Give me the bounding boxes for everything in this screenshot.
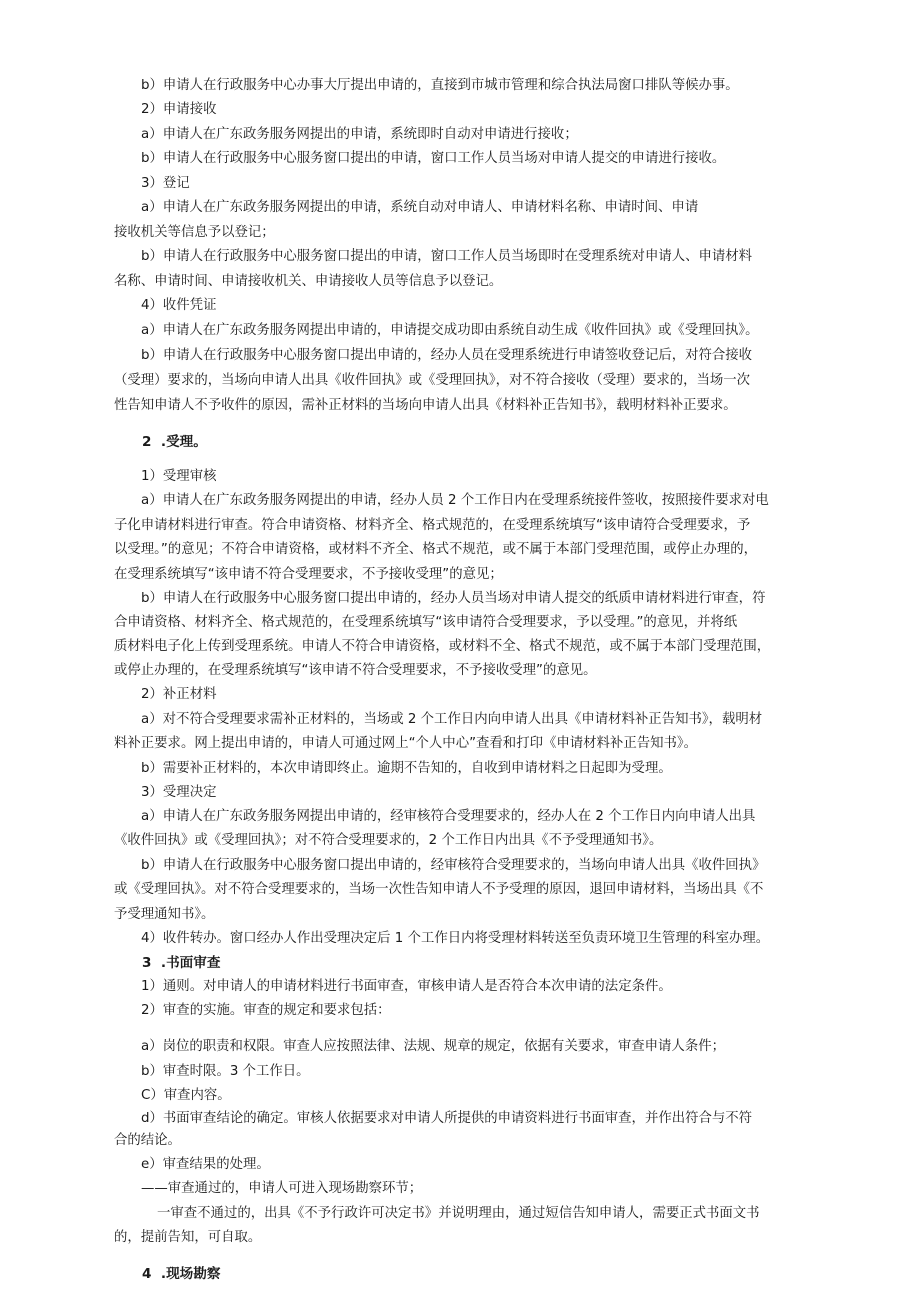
text-line: a）申请人在广东政务服务网提出申请的，申请提交成功即由系统自动生成《收件回执》或《受理回执》。 xyxy=(141,323,759,338)
text-line: d）书面审查结论的确定。审核人依据要求对申请人所提供的申请资料进行书面审查，并作出符合与不符 xyxy=(141,1111,753,1126)
sub-heading: 4）收件凭证 xyxy=(141,298,217,313)
text-line: 料补正要求。网上提出申请的，申请人可通过网上“个人中心”查看和打印《申请材料补正告知书》。 xyxy=(114,736,697,751)
text-line: 子化申请材料进行审查。符合申请资格、材料齐全、格式规范的，在受理系统填写“该申请符合受理要求，予 xyxy=(114,518,751,533)
section-heading: 3 .书面审查 xyxy=(142,955,221,971)
sub-heading: 2）申请接收 xyxy=(141,102,217,117)
text-line: 的，提前告知，可自取。 xyxy=(114,1230,262,1245)
section-heading: 2 .受理。 xyxy=(142,434,207,450)
text-line: a）对不符合受理要求需补正材料的，当场或 2 个工作日内向申请人出具《申请材料补正告知书》，载明材 xyxy=(141,712,763,727)
text-line: 性告知申请人不予收件的原因，需补正材料的当场向申请人出具《材料补正告知书》，载明材料补正要求。 xyxy=(114,398,737,413)
text-line: 《收件回执》或《受理回执》；对不符合受理要求的，2 个工作日内出具《不予受理通知书》。 xyxy=(114,833,663,848)
text-line: 或停止办理的，在受理系统填写“该申请不符合受理要求，不予接收受理”的意见。 xyxy=(114,663,597,678)
text-line: （受理）要求的，当场向申请人出具《收件回执》或《受理回执》，对不符合接收（受理）要求的，当场一次 xyxy=(114,373,751,388)
text-line: C）审查内容。 xyxy=(141,1088,231,1103)
text-line: 4）收件转办。窗口经办人作出受理决定后 1 个工作日内将受理材料转送至负责环境卫生管理的科室办理。 xyxy=(141,931,770,946)
sub-heading: 1）受理审核 xyxy=(141,469,217,484)
text-line: b）申请人在行政服务中心服务窗口提出的申请，窗口工作人员当场即时在受理系统对申请人、申请材料 xyxy=(141,249,753,264)
text-line: b）申请人在行政服务中心服务窗口提出申请的，经办人员在受理系统进行申请签收登记后，对符合接收 xyxy=(141,348,753,363)
text-line: 予受理通知书》。 xyxy=(114,907,215,922)
text-line: b）申请人在行政服务中心办事大厅提出申请的，直接到市城市管理和综合执法局窗口排队等候办事。 xyxy=(141,78,739,93)
text-line: ——审查通过的，申请人可进入现场勘察环节； xyxy=(141,1181,423,1196)
text-line: b）申请人在行政服务中心服务窗口提出的申请，窗口工作人员当场对申请人提交的申请进行接收。 xyxy=(141,151,726,166)
text-line: 质材料电子化上传到受理系统。申请人不符合申请资格，或材料不全、格式不规范，或不属于本部门受理范围， xyxy=(114,639,771,654)
text-line: 1）通则。对申请人的申请材料进行书面审查，审核申请人是否符合本次申请的法定条件。 xyxy=(141,979,672,994)
text-line: 合的结论。 xyxy=(114,1133,181,1148)
text-line: b）需要补正材料的，本次申请即终止。逾期不告知的，自收到申请材料之日起即为受理。 xyxy=(141,761,672,776)
section-heading: 4 .现场勘察 xyxy=(142,1266,221,1282)
text-line: b）申请人在行政服务中心服务窗口提出申请的，经办人员当场对申请人提交的纸质申请材料进行审查，符 xyxy=(141,591,766,606)
text-line: 或《受理回执》。对不符合受理要求的，当场一次性告知申请人不予受理的原因，退回申请材料，当场出具《不 xyxy=(114,882,764,897)
text-line: 接收机关等信息予以登记； xyxy=(114,225,275,240)
text-line: b）审查时限。3 个工作日。 xyxy=(141,1064,310,1079)
text-line: e）审查结果的处理。 xyxy=(141,1157,270,1172)
text-line: 合申请资格、材料齐全、格式规范的，在受理系统填写“该申请符合受理要求，予以受理。”的意见，并将纸 xyxy=(114,615,738,630)
sub-heading: 2）补正材料 xyxy=(141,687,217,702)
text-line: a）申请人在广东政务服务网提出的申请，经办人员 2 个工作日内在受理系统接件签收，按照接件要求对电 xyxy=(141,493,769,508)
text-line: 名称、申请时间、申请接收机关、申请接收人员等信息予以登记。 xyxy=(114,274,503,289)
text-line: 一审查不通过的，出具《不予行政许可决定书》并说明理由，通过短信告知申请人，需要正式书面文书 xyxy=(157,1206,760,1221)
text-line: b）申请人在行政服务中心服务窗口提出申请的，经审核符合受理要求的，当场向申请人出具《收件回执》 xyxy=(141,858,766,873)
text-line: a）岗位的职责和权限。审查人应按照法律、法规、规章的规定，依据有关要求，审查申请人条件； xyxy=(141,1039,725,1054)
text-line: a）申请人在广东政务服务网提出的申请，系统自动对申请人、申请材料名称、申请时间、申请 xyxy=(141,200,699,215)
sub-heading: 3）受理决定 xyxy=(141,785,217,800)
text-line: 2）审查的实施。审查的规定和要求包括： xyxy=(141,1003,391,1018)
text-line: a）申请人在广东政务服务网提出申请的，经审核符合受理要求的，经办人在 2 个工作日内向申请人出具 xyxy=(141,809,756,824)
text-line: a）申请人在广东政务服务网提出的申请，系统即时自动对申请进行接收； xyxy=(141,127,578,142)
text-line: 在受理系统填写“该申请不符合受理要求，不予接收受理”的意见； xyxy=(114,567,503,582)
text-line: 以受理。”的意见；不符合申请资格，或材料不齐全、格式不规范，或不属于本部门受理范围，或停止办理的， xyxy=(114,542,757,557)
sub-heading: 3）登记 xyxy=(141,176,190,191)
